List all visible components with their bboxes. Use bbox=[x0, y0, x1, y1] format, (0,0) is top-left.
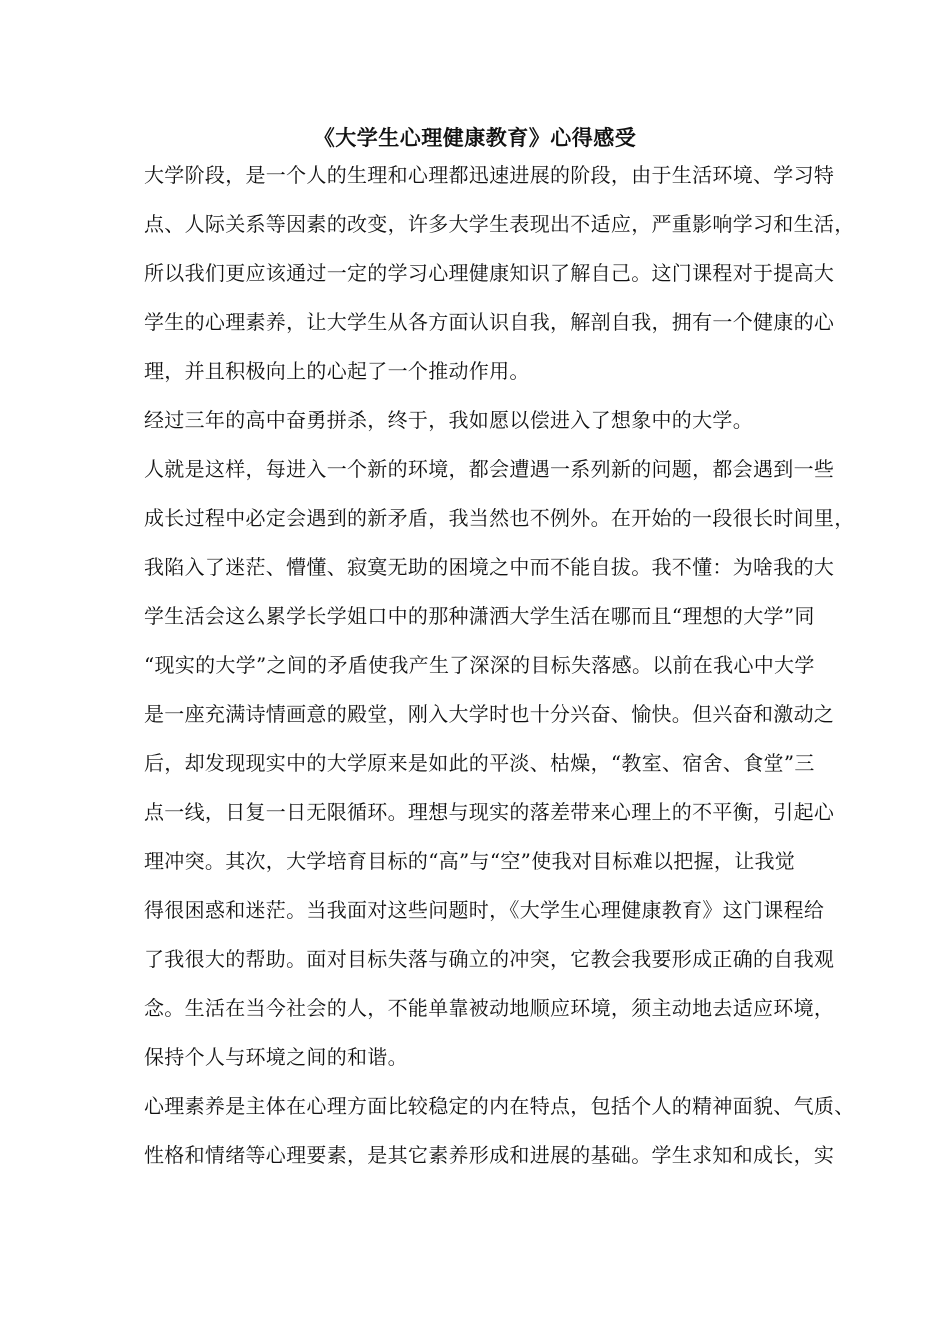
text-line: 所以我们更应该通过一定的学习心理健康知识了解自己。这门课程对于提高大 bbox=[144, 261, 835, 285]
paragraph-psychological-quality bbox=[144, 1089, 855, 1187]
text-line: 我陷入了迷茫、懵懂、寂寞无助的困境之中而不能自拔。我不懂：为啥我的大 bbox=[144, 555, 835, 579]
text-line: 人就是这样，每进入一个新的环境，都会遭遇一系列新的问题，都会遇到一些 bbox=[144, 457, 835, 481]
document-title: 《大学生心理健康教育》心得感受 bbox=[313, 125, 637, 150]
text-line: 保持个人与环境之间的和谐。 bbox=[144, 1045, 408, 1069]
text-line: 点、人际关系等因素的改变，许多大学生表现出不适应，严重影响学习和生活， bbox=[144, 212, 855, 236]
text-line: 大学阶段，是一个人的生理和心理都迅速进展的阶段，由于生活环境、学习特 bbox=[144, 163, 835, 187]
text-line: 得很困惑和迷茫。当我面对这些问题时，《大学生心理健康教育》这门课程给 bbox=[144, 898, 825, 922]
text-line: 理冲突。其次，大学培育目标的“高”与“空”使我对目标难以把握，让我觉 bbox=[144, 849, 796, 873]
text-line: 经过三年的高中奋勇拼杀，终于，我如愿以偿进入了想象中的大学。 bbox=[144, 408, 753, 432]
text-line: 理，并且积极向上的心起了一个推动作用。 bbox=[144, 359, 530, 383]
text-line: 念。生活在当今社会的人，不能单靠被动地顺应环境，须主动地去适应环境， bbox=[144, 996, 835, 1020]
text-line: 心理素养是主体在心理方面比较稳定的内在特点，包括个人的精神面貌、气质、 bbox=[144, 1094, 855, 1118]
paragraph-entering-university bbox=[144, 403, 812, 452]
text-line: “现实的大学”之间的矛盾使我产生了深深的目标失落感。以前在我心中大学 bbox=[144, 653, 815, 677]
document-body bbox=[144, 158, 855, 1187]
text-line: 学生活会这么累学长学姐口中的那种潇洒大学生活在哪而且“理想的大学”同 bbox=[144, 604, 815, 628]
text-line: 后，却发现现实中的大学原来是如此的平淡、枯燥，“教室、宿舍、食堂”三 bbox=[144, 751, 815, 775]
text-line: 点一线，日复一日无限循环。理想与现实的落差带来心理上的不平衡，引起心 bbox=[144, 800, 835, 824]
text-line: 学生的心理素养，让大学生从各方面认识自我，解剖自我，拥有一个健康的心 bbox=[144, 310, 835, 334]
paragraph-adaptation bbox=[144, 452, 855, 1089]
paragraph-intro bbox=[144, 158, 855, 403]
text-line: 是一座充满诗情画意的殿堂，刚入大学时也十分兴奋、愉快。但兴奋和激动之 bbox=[144, 702, 835, 726]
text-line: 了我很大的帮助。面对目标失落与确立的冲突，它教会我要形成正确的自我观 bbox=[144, 947, 835, 971]
text-line: 性格和情绪等心理要素，是其它素养形成和进展的基础。学生求知和成长，实 bbox=[144, 1143, 835, 1167]
text-line: 成长过程中必定会遇到的新矛盾，我当然也不例外。在开始的一段很长时间里， bbox=[144, 506, 855, 530]
